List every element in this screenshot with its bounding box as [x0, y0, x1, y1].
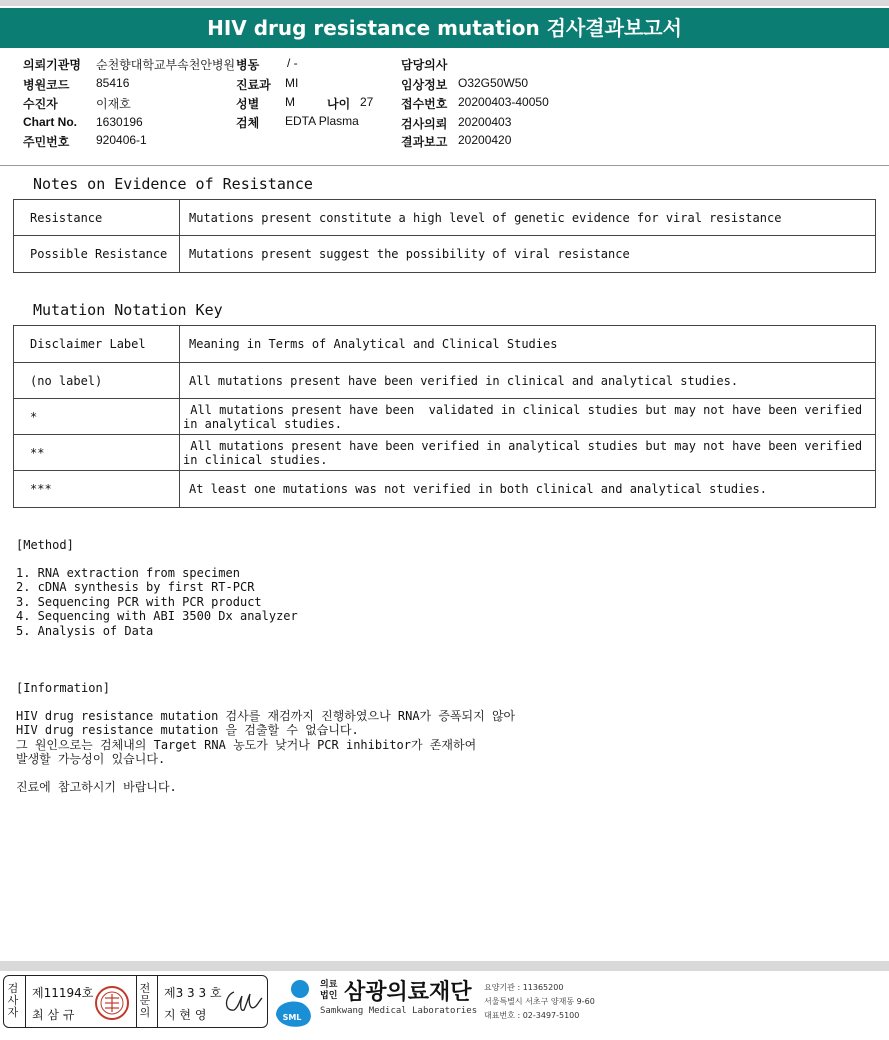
examiner-license: 제11194호 — [32, 986, 94, 1000]
patient-name-value: 이재호 — [96, 97, 131, 111]
hospital-code-label: 병원코드 — [23, 78, 70, 92]
organization-prefix — [320, 980, 340, 1002]
clinical-info-label: 임상정보 — [401, 78, 448, 92]
table-row — [14, 363, 876, 399]
notes-section-title: Notes on Evidence of Resistance — [33, 175, 313, 193]
key-header-label: Disclaimer Label — [14, 326, 180, 363]
chart-no-label: Chart No. — [23, 115, 77, 129]
table-row — [14, 200, 876, 236]
key-text-line: in analytical studies. — [183, 416, 342, 431]
sex-value: M — [285, 95, 295, 109]
ward-value: / - — [287, 56, 298, 70]
patient-name-label: 수진자 — [23, 97, 58, 111]
resident-id-value: 920406-1 — [96, 133, 147, 147]
hospital-code-value: 85416 — [96, 76, 130, 90]
bottom-divider-strip — [0, 961, 889, 971]
report-date-value: 20200420 — [458, 133, 512, 147]
table-row — [14, 236, 876, 273]
examiner-role-label — [7, 983, 21, 1019]
table-row — [14, 471, 876, 508]
method-step: 4. Sequencing with ABI 3500 Dx analyzer — [16, 609, 298, 623]
divider — [25, 976, 26, 1027]
accession-label: 접수번호 — [401, 97, 448, 111]
organization-name-en: Samkwang Medical Laboratories — [320, 1006, 478, 1016]
clinical-info-value: O32G50W50 — [458, 76, 529, 90]
notes-text-cell: Mutations present constitute a high level of genetic evidence for viral resistance — [180, 200, 876, 236]
key-label-cell: (no label) — [14, 363, 180, 399]
divider — [136, 976, 137, 1027]
patient-info-block — [0, 48, 889, 166]
signature-box — [3, 975, 268, 1028]
key-text-cell — [180, 399, 876, 435]
information-heading: [Information] — [16, 681, 110, 695]
chart-no-value: 1630196 — [96, 115, 143, 129]
doctor-label: 담당의사 — [401, 58, 448, 72]
notes-label-cell: Possible Resistance — [14, 236, 180, 273]
age-label: 나이 — [327, 97, 351, 111]
organization-prefix-text: 의료법인 — [320, 980, 338, 1001]
specimen-label: 검체 — [236, 116, 260, 130]
age-value: 27 — [360, 95, 374, 109]
request-date-value: 20200403 — [458, 115, 512, 129]
examiner-role: 검사자 — [7, 982, 19, 1019]
table-header-row — [14, 326, 876, 363]
sml-logo-icon — [272, 977, 318, 1027]
method-heading: [Method] — [16, 538, 74, 552]
specialist-signature-icon — [222, 986, 264, 1018]
key-label-cell: ** — [14, 435, 180, 471]
specialist-license: 제3 3 3 호 — [164, 986, 222, 1000]
method-step: 3. Sequencing PCR with PCR product — [16, 595, 262, 609]
key-section-title: Mutation Notation Key — [33, 301, 223, 319]
key-label-cell: * — [14, 399, 180, 435]
method-step: 1. RNA extraction from specimen — [16, 566, 240, 580]
key-text-line: All mutations present have been validated in clinical studies but may not have been verified — [183, 402, 863, 417]
key-text-line: in clinical studies. — [183, 452, 328, 467]
key-header-text: Meaning in Terms of Analytical and Clinical Studies — [180, 326, 876, 363]
ward-label: 병동 — [236, 58, 260, 72]
sex-label: 성별 — [236, 97, 260, 111]
accession-value: 20200403-40050 — [458, 95, 549, 109]
notes-text-cell: Mutations present suggest the possibility of viral resistance — [180, 236, 876, 273]
examiner-seal-icon — [93, 984, 131, 1022]
specimen-value: EDTA Plasma — [285, 114, 359, 128]
department-value: MI — [285, 76, 299, 90]
key-text-cell: At least one mutations was not verified in both clinical and analytical studies. — [180, 471, 876, 508]
information-line: 발생할 가능성이 있습니다. — [16, 752, 166, 766]
key-text-line: All mutations present have been verified in analytical studies but may not have been verified — [183, 438, 863, 453]
information-line: HIV drug resistance mutation 검사를 재검까지 진행하였으나 RNA가 증폭되지 않아 — [16, 709, 516, 723]
institution-label: 의뢰기관명 — [23, 58, 81, 72]
agency-code: 요양기관 : 11365200 — [484, 983, 564, 992]
information-line: 그 원인으로는 검체내의 Target RNA 농도가 낮거나 PCR inhibitor가 존재하여 — [16, 738, 477, 752]
specialist-role: 전문의 — [139, 982, 151, 1019]
notes-table — [13, 199, 876, 273]
organization-name: 삼광의료재단 — [344, 980, 472, 1005]
key-text-cell — [180, 435, 876, 471]
examiner-name: 최 삼 규 — [32, 1008, 75, 1022]
report-title: HIV drug resistance mutation 검사결과보고서 — [0, 8, 889, 48]
logo-mark-text: SML — [282, 1013, 302, 1022]
key-label-cell: *** — [14, 471, 180, 508]
table-row — [14, 435, 876, 471]
notes-label-cell: Resistance — [14, 200, 180, 236]
information-line: HIV drug resistance mutation 을 검출할 수 없습니다. — [16, 723, 359, 737]
divider — [157, 976, 158, 1027]
organization-phone: 대표번호 : 02-3497-5100 — [484, 1011, 580, 1020]
request-date-label: 검사의뢰 — [401, 117, 448, 131]
report-date-label: 결과보고 — [401, 135, 448, 149]
top-divider-strip — [0, 0, 889, 6]
specialist-name: 지 현 영 — [164, 1008, 207, 1022]
organization-address: 서울특별시 서초구 양재동 9-60 — [484, 997, 595, 1006]
department-label: 진료과 — [236, 78, 271, 92]
information-closing: 진료에 참고하시기 바랍니다. — [16, 780, 177, 794]
method-step: 5. Analysis of Data — [16, 624, 154, 638]
table-row — [14, 399, 876, 435]
specialist-role-label — [139, 983, 153, 1019]
key-text-cell: All mutations present have been verified in clinical and analytical studies. — [180, 363, 876, 399]
resident-id-label: 주민번호 — [23, 135, 70, 149]
method-step: 2. cDNA synthesis by first RT-PCR — [16, 580, 255, 594]
institution-value: 순천향대학교부속천안병원 — [96, 58, 236, 72]
notation-key-table — [13, 325, 876, 508]
